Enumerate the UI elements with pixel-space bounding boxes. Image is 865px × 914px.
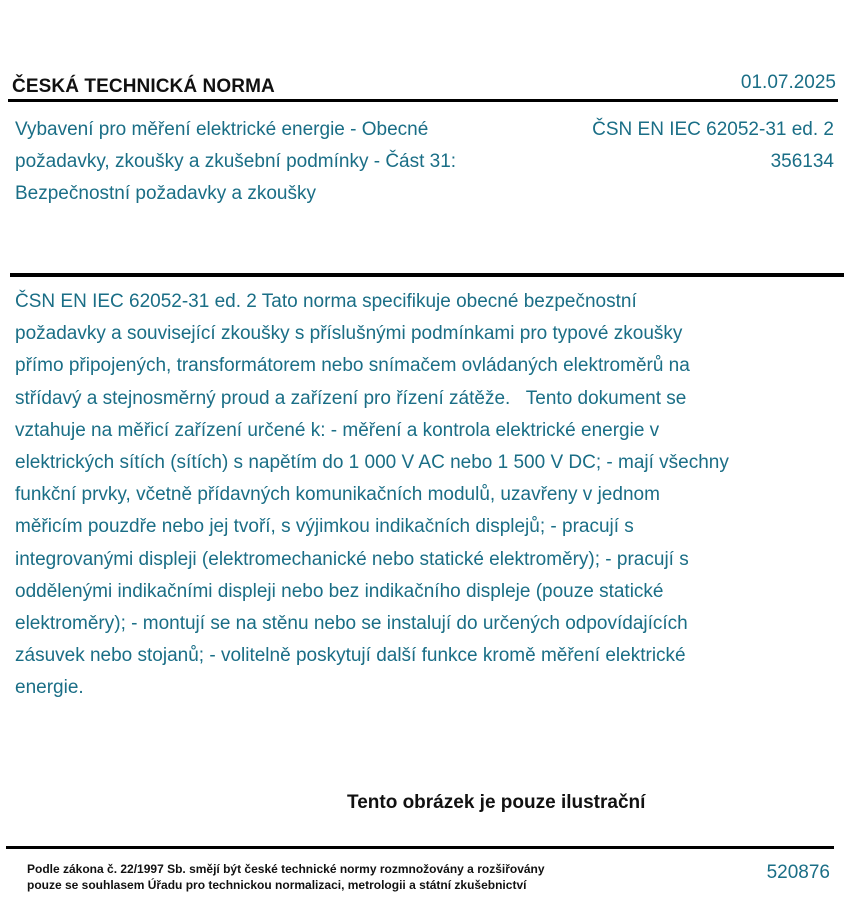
illustration-note: Tento obrázek je pouze ilustrační bbox=[347, 792, 646, 813]
abstract-text: ČSN EN IEC 62052-31 ed. 2 Tato norma specifikuje obecné bezpečnostní požadavky a související zkoušky s příslušnými podmínkami pro typové zkoušky přímo připojených, transformátorem nebo snímačem ovládaných elektroměrů na střídavý a stejnosměrný proud a zařízení pro řízení zátěže. Tento dokument se vztahuje na měřicí zařízení určené k: - měření a kontrola elektrické energie v elektrických sítích (sítích) s napětím do 1 000 V AC nebo 1 500 V DC; - mají všechny funkční prvky, včetně přídavných komunikačních modulů, uzavřeny v jednom měřicím pouzdře nebo jej tvoří, s výjimkou indikačních displejů; - pracují s integrovanými displeji (elektromechanické nebo statické elektroměry); - pracují s oddělenými indikačními displeji nebo bez indikačního displeje (pouze statické elektroměry); - montují se na stěnu nebo se instalují do určených odpovídajících zásuvek nebo stojanů; - volitelně poskytují další funkce kromě měření elektrické energie. bbox=[15, 291, 735, 699]
legal-notice bbox=[27, 862, 545, 893]
section-divider bbox=[10, 273, 844, 277]
legal-notice-line: pouze se souhlasem Úřadu pro technickou normalizaci, metrologii a státní zkušebnictví bbox=[27, 877, 527, 892]
header-divider bbox=[8, 99, 838, 102]
publication-date: 01.07.2025 bbox=[740, 72, 836, 93]
standard-identifier bbox=[592, 114, 834, 178]
standard-class-number: 356134 bbox=[770, 151, 834, 172]
document-number: 520876 bbox=[766, 862, 830, 883]
footer-divider bbox=[6, 846, 834, 849]
standard-code: ČSN EN IEC 62052-31 ed. 2 bbox=[592, 119, 834, 140]
standard-title: Vybavení pro měření elektrické energie - Obecné požadavky, zkoušky a zkušební podmínky - Část 31: Bezpečnostní požadavky a zkoušky bbox=[15, 119, 457, 204]
document-header-title: ČESKÁ TECHNICKÁ NORMA bbox=[12, 76, 275, 97]
legal-notice-line: Podle zákona č. 22/1997 Sb. smějí být české technické normy rozmnožovány a rozšiřovány bbox=[27, 862, 545, 876]
